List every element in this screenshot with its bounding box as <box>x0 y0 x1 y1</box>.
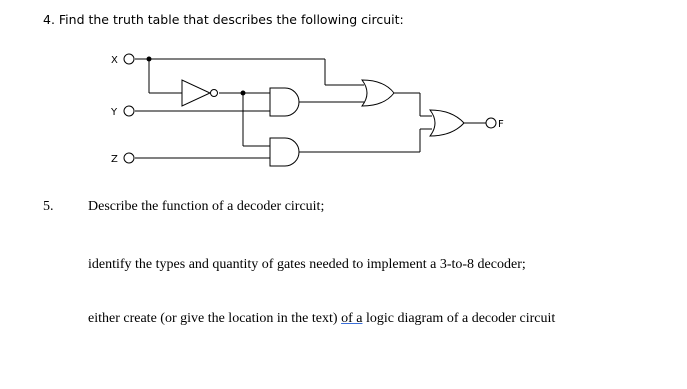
z-label: Z <box>111 154 118 165</box>
f-label: F <box>498 119 504 130</box>
line-3-start: either create (or give the location in the text) <box>88 311 342 326</box>
underlined-text: of a <box>341 311 363 326</box>
question-5-line-1: Describe the function of a decoder circuit; <box>88 199 325 214</box>
question-4-text: 4. Find the truth table that describes the following circuit: <box>43 12 404 27</box>
question-5-line-3 <box>88 311 555 327</box>
or-gate-middle <box>362 80 394 106</box>
junction-dot <box>147 57 152 62</box>
y-label: Y <box>111 107 118 118</box>
z-input-terminal <box>124 153 134 163</box>
x-label: X <box>111 55 118 66</box>
f-output-terminal <box>486 118 496 128</box>
not-gate <box>182 80 218 106</box>
x-input-terminal <box>124 54 134 64</box>
y-input-terminal <box>124 106 134 116</box>
question-5-number: 5. <box>43 199 54 214</box>
line-3-end: logic diagram of a decoder circuit <box>362 311 556 326</box>
question-5-line-2: identify the types and quantity of gates needed to implement a 3-to-8 decoder; <box>88 257 526 272</box>
or-gate-output <box>430 110 464 136</box>
and-gate-top <box>270 88 299 116</box>
junction-dot <box>241 91 246 96</box>
and-gate-bottom <box>270 138 299 166</box>
